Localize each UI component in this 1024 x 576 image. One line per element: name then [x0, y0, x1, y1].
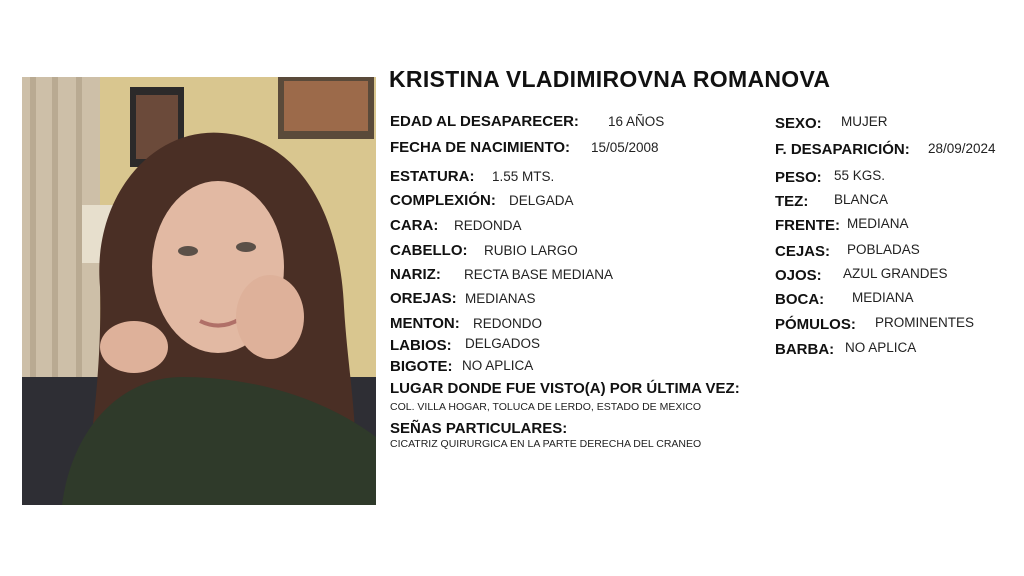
field-value: NO APLICA [462, 358, 534, 373]
field-value: 15/05/2008 [591, 140, 659, 155]
field-label: BIGOTE: [390, 358, 453, 375]
field-label: PESO: [775, 169, 822, 186]
field-label: LABIOS: [390, 337, 452, 354]
missing-person-photo [22, 77, 376, 505]
field-value: MUJER [841, 114, 888, 129]
distinctive-marks-value: CICATRIZ QUIRURGICA EN LA PARTE DERECHA DEL CRANEO [390, 438, 702, 450]
field-value: MEDIANAS [465, 291, 536, 306]
field-value: NO APLICA [845, 340, 917, 355]
field-label: FRENTE: [775, 217, 840, 234]
field-value: REDONDA [454, 218, 522, 233]
field-label: CABELLO: [390, 242, 468, 259]
field-value: MEDIANA [852, 290, 914, 305]
field-value: MEDIANA [847, 216, 909, 231]
field-label: BARBA: [775, 341, 835, 358]
field-label: CEJAS: [775, 243, 831, 260]
field-value: AZUL GRANDES [843, 266, 948, 281]
last-seen-label: LUGAR DONDE FUE VISTO(A) POR ÚLTIMA VEZ: [390, 380, 740, 397]
person-name: KRISTINA VLADIMIROVNA ROMANOVA [389, 66, 831, 92]
field-label: EDAD AL DESAPARECER: [390, 113, 579, 130]
field-value: RECTA BASE MEDIANA [464, 267, 614, 282]
field-value: DELGADOS [465, 336, 541, 351]
field-value: PROMINENTES [875, 315, 975, 330]
field-label: PÓMULOS: [775, 316, 856, 333]
field-value: 28/09/2024 [928, 141, 996, 156]
field-label: MENTON: [390, 315, 460, 332]
field-value: RUBIO LARGO [484, 243, 578, 258]
field-label: OREJAS: [390, 290, 457, 307]
field-value: 16 AÑOS [608, 114, 665, 129]
field-label: SEXO: [775, 115, 822, 132]
field-label: NARIZ: [390, 266, 441, 283]
distinctive-marks-label: SEÑAS PARTICULARES: [390, 420, 568, 437]
field-label: CARA: [390, 217, 439, 234]
field-label: BOCA: [775, 291, 825, 308]
field-value: DELGADA [509, 193, 574, 208]
field-value: BLANCA [834, 192, 889, 207]
last-seen-value: COL. VILLA HOGAR, TOLUCA DE LERDO, ESTADO DE MEXICO [390, 401, 702, 413]
field-label: COMPLEXIÓN: [390, 192, 496, 209]
field-label: ESTATURA: [390, 168, 475, 185]
field-value: REDONDO [473, 316, 543, 331]
field-label: F. DESAPARICIÓN: [775, 141, 910, 158]
portrait-illustration [22, 77, 376, 505]
field-value: POBLADAS [847, 242, 920, 257]
field-label: OJOS: [775, 267, 822, 284]
field-label: FECHA DE NACIMIENTO: [390, 139, 570, 156]
field-value: 55 KGS. [834, 168, 886, 183]
field-label: TEZ: [775, 193, 809, 210]
field-value: 1.55 MTS. [492, 169, 555, 184]
